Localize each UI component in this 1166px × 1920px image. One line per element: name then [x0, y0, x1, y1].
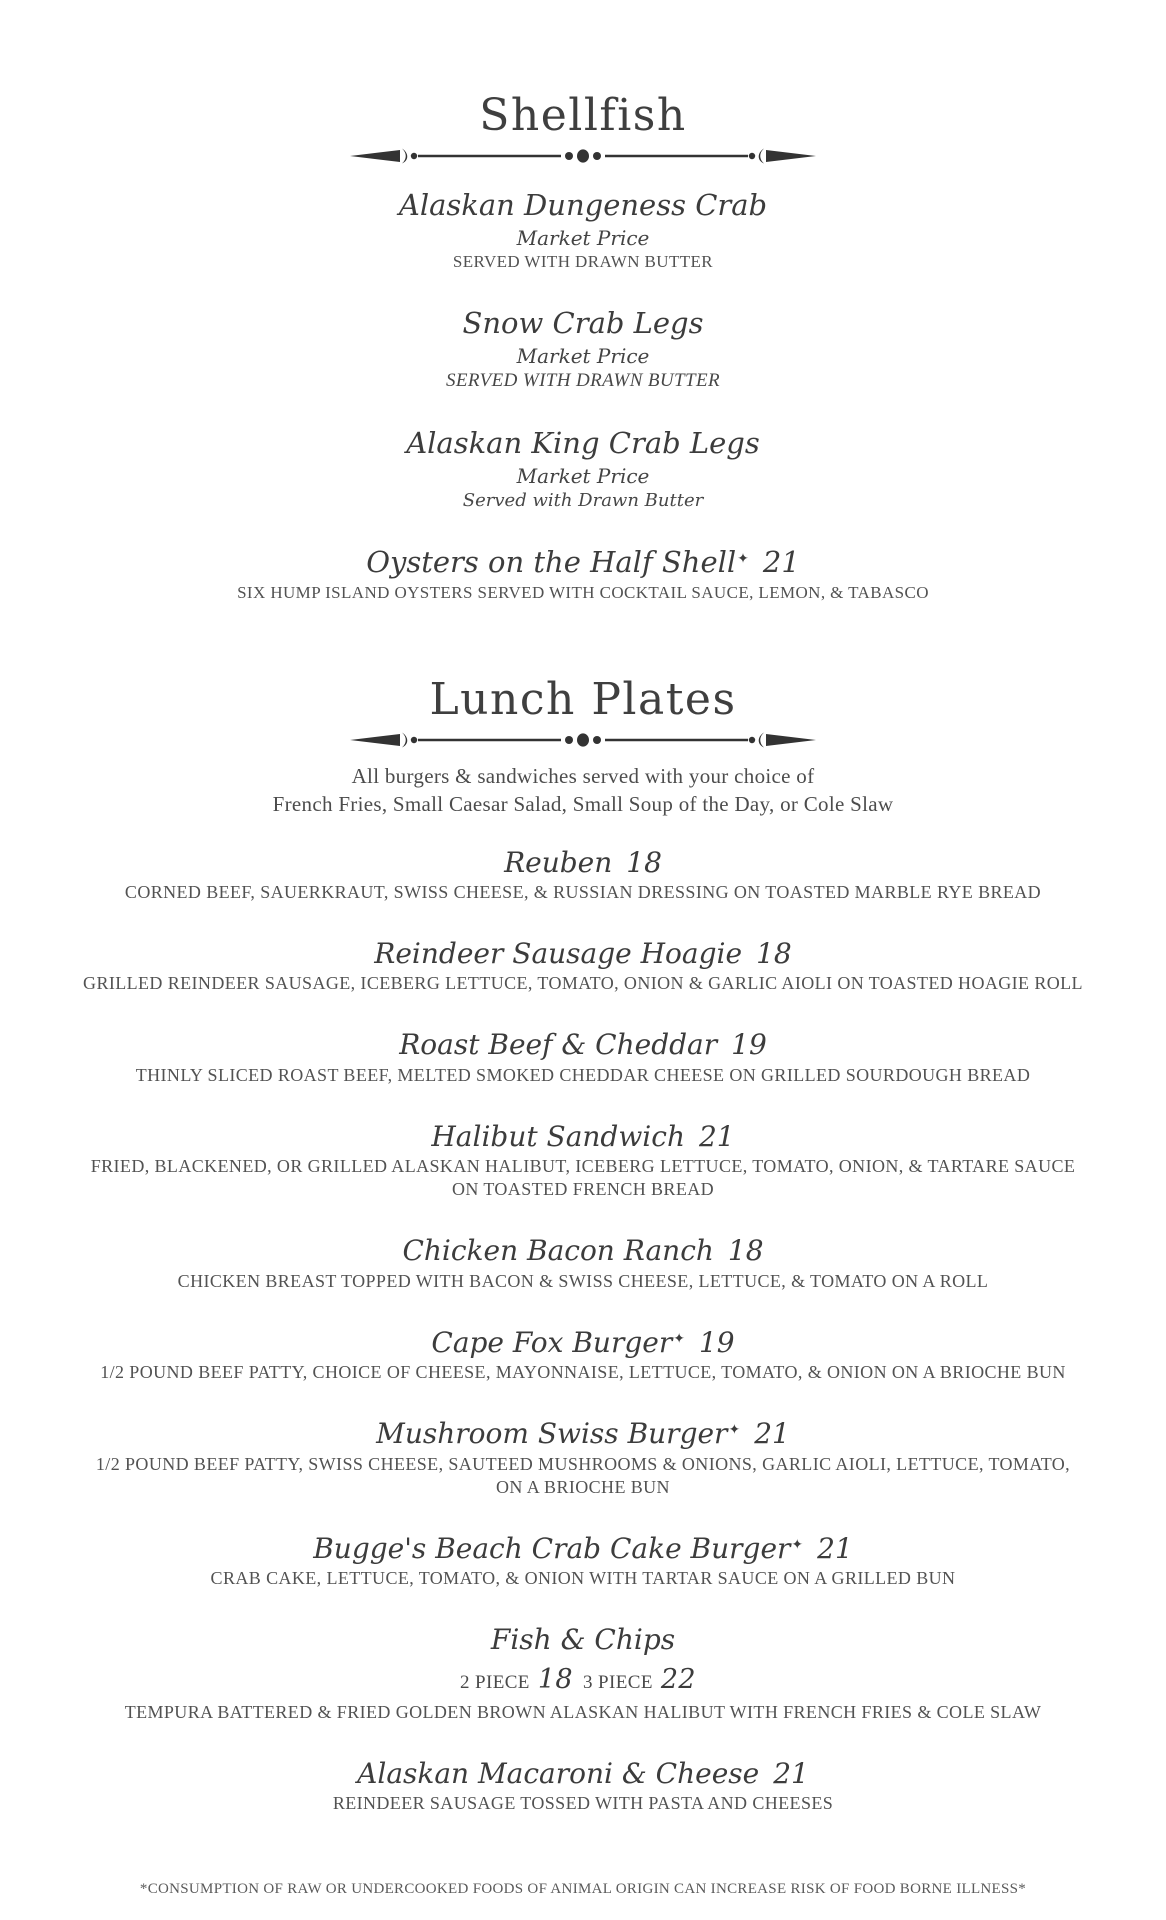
- menu-item-fish-and-chips: [33, 1622, 1133, 1724]
- item-description: SIX HUMP ISLAND OYSTERS SERVED WITH COCKTAIL SAUCE, LEMON, & TABASCO: [237, 582, 929, 602]
- item-price: 19: [731, 1028, 767, 1062]
- item-name-line: [33, 936, 1133, 972]
- raw-food-star-icon: ✦: [728, 1422, 741, 1439]
- item-description: GRILLED REINDEER SAUSAGE, ICEBERG LETTUCE, TOMATO, ONION & GARLIC AIOLI ON TOASTED HOAGIE ROLL: [83, 973, 1083, 994]
- item-subtitle: Market Price: [516, 343, 650, 368]
- item-price: 18: [626, 845, 662, 879]
- item-name: Alaskan Dungeness Crab: [398, 188, 768, 223]
- item-name: Roast Beef & Cheddar: [399, 1028, 718, 1062]
- menu-page: [33, 0, 1133, 1815]
- item-name-line: [33, 1416, 1133, 1452]
- menu-item-roast-beef-cheddar: [33, 1027, 1133, 1086]
- menu-item-reuben: [33, 845, 1133, 904]
- item-price: 18: [727, 1234, 764, 1268]
- raw-food-star-icon: ✦: [791, 1536, 804, 1553]
- item-name-line: [33, 1325, 1133, 1361]
- item-name: Reuben: [504, 845, 613, 879]
- menu-item-mushroom-swiss-burger: [33, 1416, 1133, 1498]
- item-name-line: [33, 1233, 1133, 1269]
- item-name: Alaskan Macaroni & Cheese: [357, 1756, 760, 1790]
- item-description: SERVED WITH DRAWN BUTTER: [452, 252, 714, 272]
- price-option-label: 2 PIECE: [459, 1672, 530, 1694]
- item-name-line: [33, 1119, 1133, 1155]
- item-name: Halibut Sandwich: [431, 1119, 685, 1153]
- item-price: 21: [817, 1531, 853, 1565]
- raw-food-star-icon: ✦: [737, 551, 749, 568]
- item-name: Alaskan King Crab Legs: [406, 426, 760, 461]
- item-description-line-2: ON TOASTED FRENCH BREAD: [451, 1179, 715, 1200]
- item-name-line: [33, 845, 1133, 881]
- item-name-line: [33, 1756, 1133, 1792]
- menu-item-halibut-sandwich: [33, 1119, 1133, 1201]
- item-price: 19: [698, 1325, 735, 1359]
- item-description: Served with Drawn Butter: [462, 489, 704, 511]
- item-description: TEMPURA BATTERED & FRIED GOLDEN BROWN ALASKAN HALIBUT WITH FRENCH FRIES & COLE SLAW: [124, 1701, 1042, 1722]
- item-name: Reindeer Sausage Hoagie: [374, 936, 743, 970]
- section-lunch-plates: [33, 673, 1133, 1816]
- item-name: Snow Crab Legs: [462, 305, 704, 340]
- item-description: CHICKEN BREAST TOPPED WITH BACON & SWISS CHEESE, LETTUCE, & TOMATO ON A ROLL: [177, 1270, 989, 1291]
- item-description: THINLY SLICED ROAST BEEF, MELTED SMOKED CHEDDAR CHEESE ON GRILLED SOURDOUGH BREAD: [135, 1064, 1031, 1085]
- item-name: Cape Fox Burger: [431, 1325, 673, 1359]
- section-intro: [33, 763, 1133, 818]
- item-price: 21: [762, 545, 800, 580]
- section-title-lunch-plates: Lunch Plates: [429, 673, 737, 725]
- item-subtitle: Market Price: [516, 226, 650, 251]
- price-option-price: 18: [537, 1664, 573, 1696]
- menu-item-chicken-bacon-ranch: [33, 1233, 1133, 1292]
- intro-line-2: French Fries, Small Caesar Salad, Small Soup of the Day, or Cole Slaw: [272, 791, 894, 816]
- item-description: SERVED WITH DRAWN BUTTER: [446, 369, 720, 391]
- item-name: Fish & Chips: [490, 1622, 676, 1656]
- item-name: Mushroom Swiss Burger: [376, 1417, 728, 1451]
- menu-item-cape-fox-burger: [33, 1325, 1133, 1384]
- menu-item-oysters-half-shell: [33, 544, 1133, 603]
- menu-item-king-crab-legs: [33, 425, 1133, 512]
- decorative-divider: [348, 731, 818, 749]
- item-price: 21: [754, 1417, 790, 1451]
- item-price-options: [33, 1660, 1133, 1701]
- item-price: 21: [773, 1756, 809, 1790]
- item-subtitle: Market Price: [516, 463, 650, 488]
- price-option-price: 22: [660, 1664, 697, 1696]
- section-shellfish: [33, 92, 1133, 604]
- consumption-disclaimer: *CONSUMPTION OF RAW OR UNDERCOOKED FOODS OF ANIMAL ORIGIN CAN INCREASE RISK OF FOOD BORNE ILLNESS*: [139, 1881, 1027, 1897]
- item-description: CRAB CAKE, LETTUCE, TOMATO, & ONION WITH TARTAR SAUCE ON A GRILLED BUN: [210, 1567, 956, 1588]
- price-option-label: 3 PIECE: [583, 1672, 653, 1694]
- item-name: Bugge's Beach Crab Cake Burger: [313, 1531, 791, 1565]
- item-name-line: [33, 1531, 1133, 1567]
- item-price: 18: [756, 936, 792, 970]
- item-name-line: [33, 544, 1133, 582]
- item-description: FRIED, BLACKENED, OR GRILLED ALASKAN HALIBUT, ICEBERG LETTUCE, TOMATO, ONION, & TARTARE SAUCE: [90, 1156, 1076, 1177]
- right-arrow-icon: [766, 734, 816, 746]
- item-description-line-2: ON A BRIOCHE BUN: [496, 1476, 670, 1497]
- left-arrow-icon: [350, 150, 400, 162]
- menu-item-bugges-beach-crab-cake-burger: [33, 1531, 1133, 1590]
- menu-item-alaskan-mac-and-cheese: [33, 1756, 1133, 1815]
- menu-item-dungeness-crab: [33, 187, 1133, 272]
- item-description: 1/2 POUND BEEF PATTY, SWISS CHEESE, SAUTEED MUSHROOMS & ONIONS, GARLIC AIOLI, LETTUCE, TOMATO,: [95, 1453, 1071, 1474]
- item-description: CORNED BEEF, SAUERKRAUT, SWISS CHEESE, & RUSSIAN DRESSING ON TOASTED MARBLE RYE BREAD: [124, 881, 1042, 902]
- item-name-line: [33, 1027, 1133, 1063]
- item-name: Chicken Bacon Ranch: [402, 1234, 714, 1268]
- left-arrow-icon: [350, 734, 400, 746]
- item-price: 21: [698, 1119, 735, 1153]
- section-title-shellfish: Shellfish: [479, 90, 687, 141]
- menu-item-snow-crab-legs: [33, 305, 1133, 393]
- item-name: Oysters on the Half Shell: [366, 545, 737, 580]
- right-arrow-icon: [766, 150, 816, 162]
- item-description: 1/2 POUND BEEF PATTY, CHOICE OF CHEESE, MAYONNAISE, LETTUCE, TOMATO, & ONION ON A BRIOCHE BUN: [100, 1362, 1066, 1383]
- decorative-divider: [348, 147, 818, 165]
- intro-line-1: All burgers & sandwiches served with your choice of: [351, 764, 815, 789]
- item-description: REINDEER SAUSAGE TOSSED WITH PASTA AND CHEESES: [332, 1793, 834, 1814]
- menu-item-reindeer-sausage-hoagie: [33, 936, 1133, 995]
- raw-food-star-icon: ✦: [673, 1330, 685, 1347]
